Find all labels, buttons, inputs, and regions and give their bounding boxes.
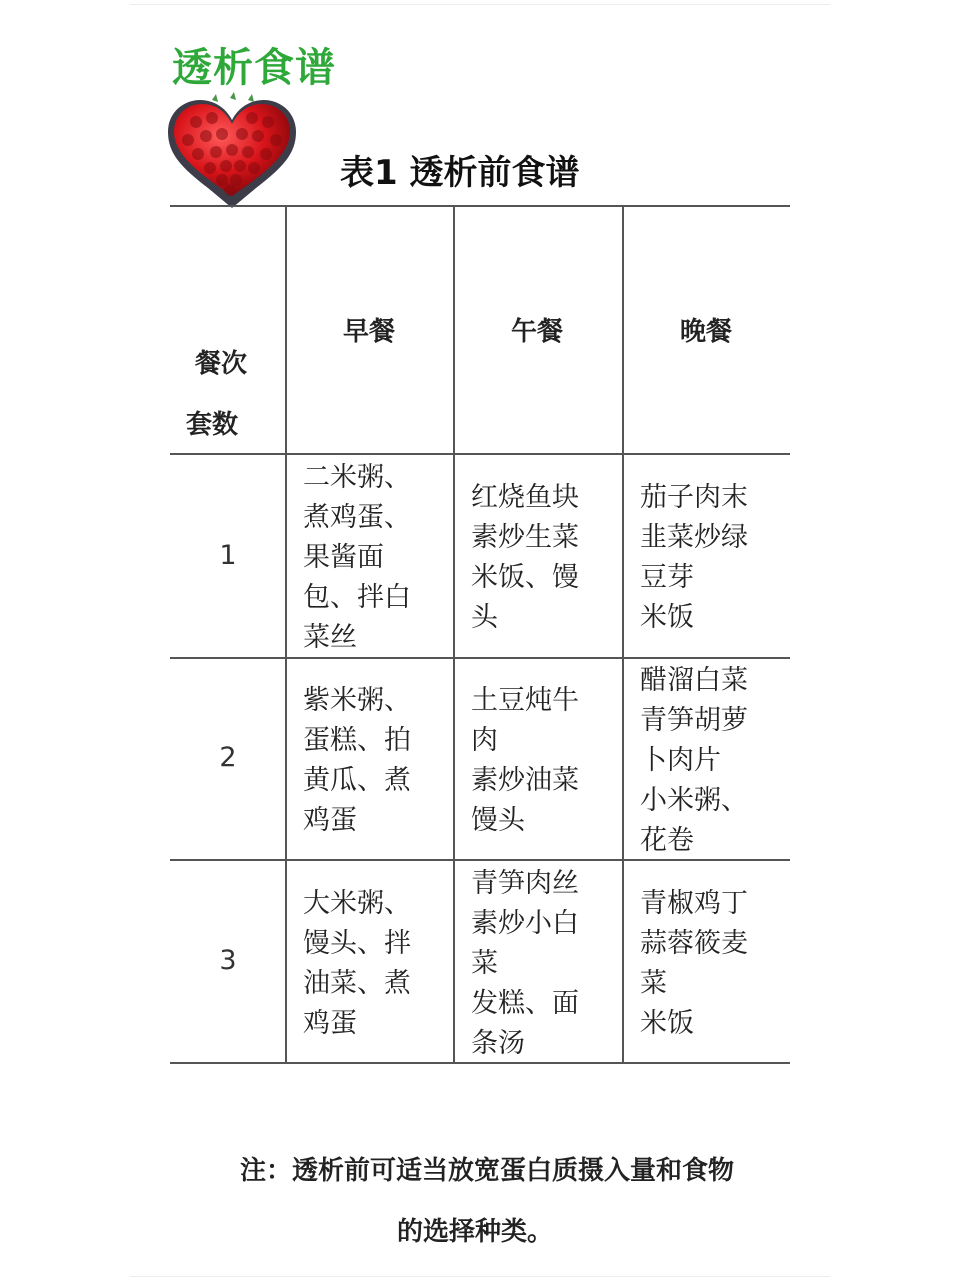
menu-line: 醋溜白菜	[640, 665, 748, 696]
column-header-breakfast: 早餐	[343, 317, 396, 347]
menu-line: 米饭	[640, 602, 694, 633]
menu-line: 花卷	[640, 825, 694, 856]
menu-line: 韭菜炒绿	[640, 522, 748, 553]
menu-line: 头	[471, 602, 498, 633]
menu-line: 菜	[471, 948, 498, 979]
menu-line: 煮鸡蛋、	[303, 502, 411, 533]
row-divider	[170, 657, 790, 659]
cell-lunch	[471, 681, 605, 841]
row-number: 3	[219, 945, 237, 976]
row-number: 2	[219, 742, 237, 773]
row-number: 1	[219, 540, 237, 571]
table-caption: 表1 透析前食谱	[340, 153, 580, 193]
menu-line: 条汤	[471, 1028, 525, 1059]
menu-line: 茄子肉末	[640, 482, 748, 513]
column-header-dinner: 晚餐	[680, 317, 733, 347]
menu-line: 素炒油菜	[471, 765, 579, 796]
menu-line: 鸡蛋	[303, 1008, 357, 1039]
menu-line: 肉	[471, 725, 498, 756]
column-divider	[285, 206, 287, 1064]
menu-line: 青笋胡萝	[640, 705, 748, 736]
menu-line: 鸡蛋	[303, 805, 357, 836]
menu-line: 油菜、煮	[303, 968, 411, 999]
column-divider	[622, 206, 624, 1064]
cell-dinner	[640, 661, 774, 861]
menu-line: 青笋肉丝	[471, 868, 579, 899]
menu-line: 馒头、拌	[303, 928, 411, 959]
page-title: 透析食谱	[172, 45, 336, 91]
menu-line: 果酱面	[303, 542, 384, 573]
header-divider	[170, 453, 790, 455]
column-header-lunch: 午餐	[511, 317, 564, 347]
cell-breakfast	[303, 681, 437, 841]
cell-lunch	[471, 478, 605, 638]
menu-line: 紫米粥、	[303, 685, 411, 716]
cell-lunch	[471, 864, 605, 1064]
corner-label-set: 套数	[186, 410, 239, 440]
menu-line: 菜丝	[303, 622, 357, 653]
footnote-line-2: 的选择种类。	[397, 1217, 554, 1247]
menu-line: 米饭	[640, 1008, 694, 1039]
table-border-top	[170, 205, 790, 207]
menu-line: 素炒生菜	[471, 522, 579, 553]
cell-breakfast	[303, 458, 437, 658]
footnote-line-1: 注：透析前可适当放宽蛋白质摄入量和食物	[240, 1156, 735, 1186]
menu-line: 米饭、馒	[471, 562, 579, 593]
menu-line: 包、拌白	[303, 582, 411, 613]
menu-line: 青椒鸡丁	[640, 888, 748, 919]
menu-line: 豆芽	[640, 562, 694, 593]
cell-breakfast	[303, 884, 437, 1044]
menu-line: 蒜蓉筱麦	[640, 928, 748, 959]
menu-line: 菜	[640, 968, 667, 999]
menu-line: 红烧鱼块	[471, 482, 579, 513]
menu-line: 蛋糕、拍	[303, 725, 411, 756]
bottom-divider	[130, 1276, 830, 1277]
menu-line: 大米粥、	[303, 888, 411, 919]
menu-line: 黄瓜、煮	[303, 765, 411, 796]
menu-line: 素炒小白	[471, 908, 579, 939]
column-divider	[453, 206, 455, 1064]
menu-line: 馒头	[471, 805, 525, 836]
menu-line: 卜肉片	[640, 745, 721, 776]
menu-line: 二米粥、	[303, 462, 411, 493]
cell-dinner	[640, 478, 774, 638]
corner-label-meal: 餐次	[195, 349, 248, 379]
menu-line: 土豆炖牛	[471, 685, 579, 716]
menu-line: 小米粥、	[640, 785, 748, 816]
menu-line: 发糕、面	[471, 988, 579, 1019]
cell-dinner	[640, 884, 774, 1044]
